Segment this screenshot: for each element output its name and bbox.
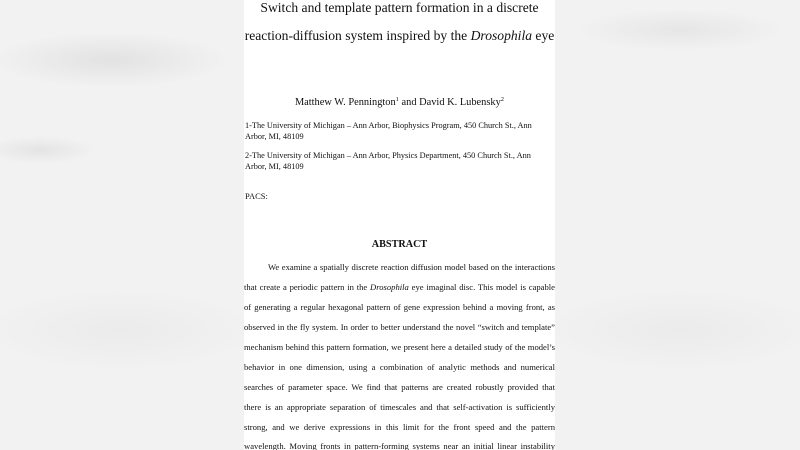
author-name: Matthew W. Pennington [294, 97, 396, 108]
abstract-line: observed in the fly system. In order to better understand the novel “switch and template” [244, 322, 555, 332]
document-page [244, 0, 555, 450]
title-text: reaction-diffusion system inspired by the [244, 28, 471, 43]
abstract-line: of generating a regular hexagonal pattern of gene expression behind a moving front, as [244, 302, 555, 312]
abstract-line: behavior in one dimension, using a combination of analytic methods and numerical [244, 362, 555, 372]
paper-title-line-1: Switch and template pattern formation in a discrete [260, 0, 539, 15]
abstract-text: eye imaginal disc. This model is capable [408, 282, 555, 292]
affiliation-2: 2-The University of Michigan – Ann Arbor, Physics Department, 450 Church St., Ann Arbor, MI, 48109 [245, 151, 531, 171]
abstract-line: strong, and we derive expressions in this limit for the front speed and the pattern [244, 422, 555, 432]
author-connector: and [398, 97, 420, 108]
abstract-heading: ABSTRACT [371, 239, 428, 250]
abstract-line: wavelength. Moving fronts in pattern-forming systems near an initial linear instability [244, 441, 555, 450]
abstract-italic-species: Drosophila [370, 282, 409, 292]
affiliation-1: 1-The University of Michigan – Ann Arbor, Biophysics Program, 450 Church St., Ann Arbor, MI, 48109 [245, 121, 532, 141]
author-name: David K. Lubensky [419, 97, 501, 108]
paper-title-line-2 [244, 29, 555, 43]
abstract-line: mechanism behind this pattern formation, we present here a detailed study of the model’s [244, 342, 555, 352]
author-affiliation-marker: 2 [500, 96, 505, 103]
title-italic-species: Drosophila [470, 28, 533, 43]
abstract-line [244, 282, 555, 293]
title-text-end: eye [532, 28, 555, 43]
author-list [244, 96, 555, 108]
pacs-label: PACS: [245, 191, 268, 201]
abstract-line: We examine a spatially discrete reaction diffusion model based on the interactions [268, 262, 555, 272]
abstract-text: that create a periodic pattern in the [244, 282, 370, 292]
abstract-line: there is an appropriate separation of timescales and that self-activation is sufficiently [244, 402, 555, 412]
abstract-line: searches of parameter space. We find that patterns are created robustly provided that [244, 382, 555, 392]
author-affiliation-marker: 1 [395, 96, 399, 103]
